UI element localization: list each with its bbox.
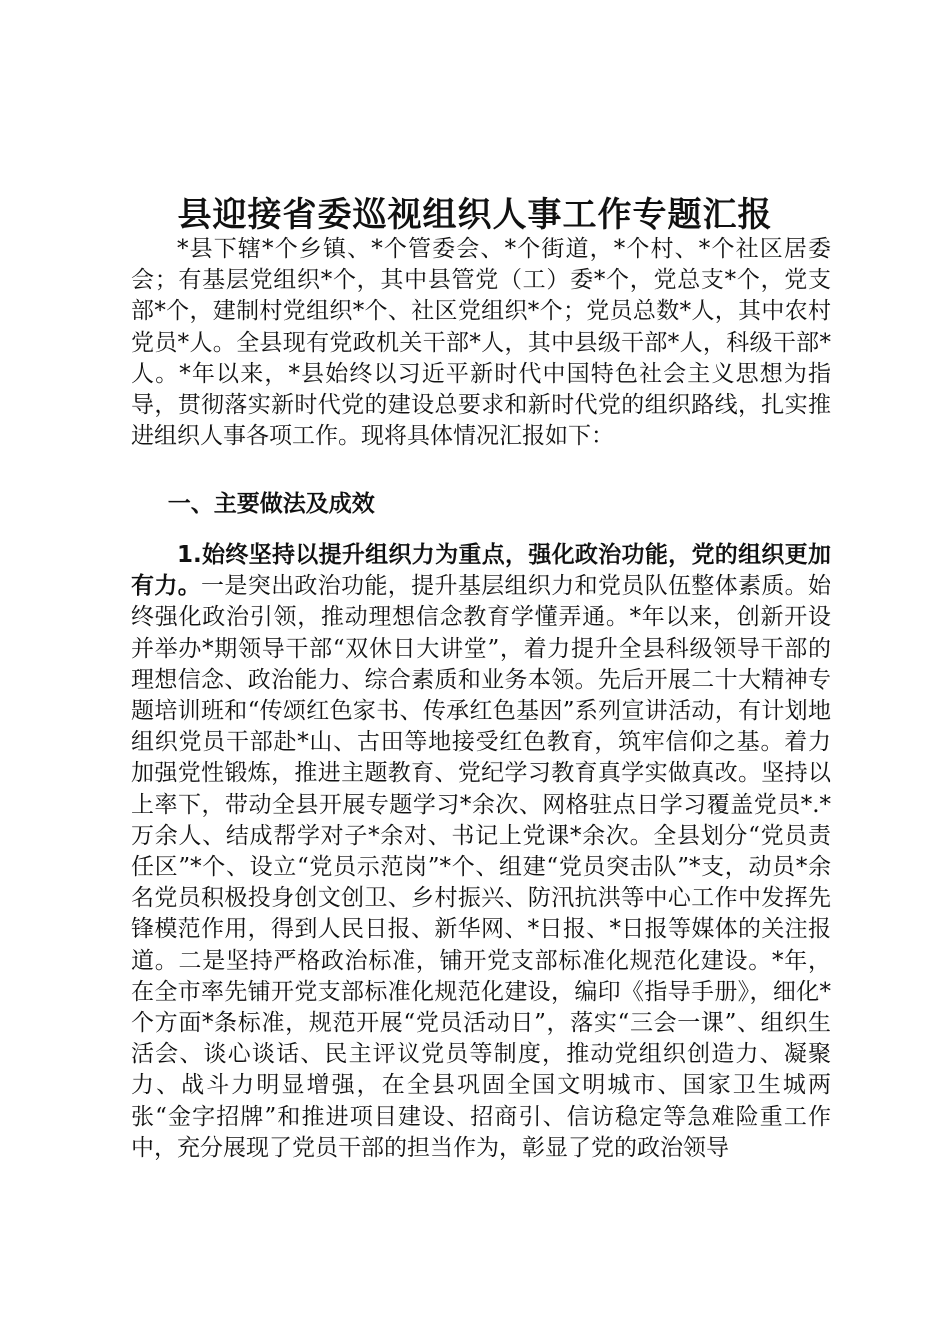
intro-paragraph: *县下辖*个乡镇、*个管委会、*个街道，*个村、*个社区居委会；有基层党组织*个，其中县管党（工）委*个，党总支*个，党支部*个，建制村党组织*个、社区党组织*个；党员总数*人，其中农村党员*人。全县现有党政机关干部*人，其中县级干部*人，科级干部*人。*年以来，*县始终以习近平新时代中国特色社会主义思想为指导，贯彻落实新时代党的建设总要求和新时代党的组织路线，扎实推进组织人事各项工作。现将具体情况汇报如下： [131,236,831,450]
point-1-body: 一是突出政治功能，提升基层组织力和党员队伍整体素质。始终强化政治引领，推动理想信念教育学懂弄通。*年以来，创新开设并举办*期领导干部“双休日大讲堂”，着力提升全县科级领导干部的理想信念、政治能力、综合素质和业务本领。先后开展二十大精神专题培训班和“传颂红色家书、传承红色基因”系列宣讲活动，有计划地组织党员干部赴*山、古田等地接受红色教育，筑牢信仰之基。着力加强党性锻炼，推进主题教育、党纪学习教育真学实做真改。坚持以上率下，带动全县开展专题学习*余次、网格驻点日学习覆盖党员*.*万余人、结成帮学对子*余对、书记上党课*余次。全县划分“党员责任区”*个、设立“党员示范岗”*个、组建“党员突击队”*支，动员*余名党员积极投身创文创卫、乡村振兴、防汛抗洪等中心工作中发挥先锋模范作用，得到人民日报、新华网、*日报、*日报等媒体的关注报道。二是坚持严格政治标准，铺开党支部标准化规范化建设。*年，在全市率先铺开党支部标准化规范化建设，编印《指导手册》，细化*个方面*条标准，规范开展“党员活动日”，落实“三会一课”、组织生活会、谈心谈话、民主评议党员等制度，推动党组织创造力、凝聚力、战斗力明显增强，在全县巩固全国文明城市、国家卫生城两张“金字招牌”和推进项目建设、招商引、信访稳定等急难险重工作中，充分展现了党员干部的担当作为，彰显了党的政治领导 [131,573,832,1161]
section-heading: 一、主要做法及成效 [167,491,375,517]
point-1-lead: 1.始终坚持以提升组织力为重点，强化政治功能，党的组织更加有力。 [131,542,831,600]
document-title: 县迎接省委巡视组织人事工作专题汇报 [177,194,773,235]
point-1-paragraph [131,540,831,1164]
